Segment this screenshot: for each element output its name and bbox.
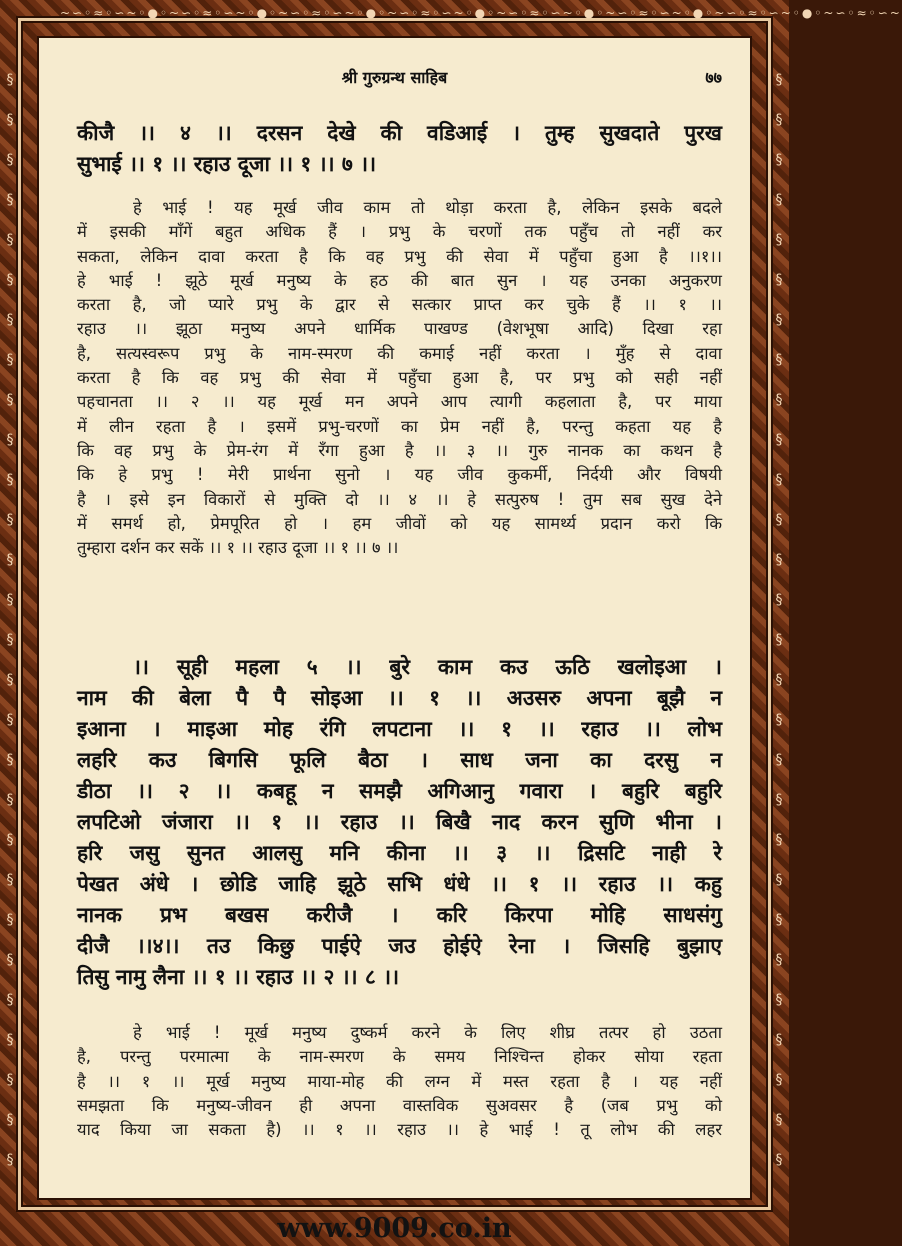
translation-line: करता है, जो प्यारे प्रभु के द्वार से सत्कार प्राप्त कर चुके हैं ।। १ ।। bbox=[77, 295, 722, 315]
translation-line: तुम्हारा दर्शन कर सकें ।। १ ।। रहाउ दूजा ।। १ ।। ७ ।। bbox=[77, 538, 399, 558]
ornament-right: § § § § § § § § § § § § § § § § § § § § § § § § § § § § bbox=[775, 72, 783, 1168]
page-number: ७७ bbox=[705, 68, 722, 87]
gurbani-line: तिसु नामु लैना ।। १ ।। रहाउ ।। २ ।। ८ ।। bbox=[77, 965, 400, 989]
translation-line: है, सत्यस्वरूप प्रभु के नाम-स्मरण की कमाई नहीं करता । मुँह से दावा bbox=[77, 343, 722, 363]
gurbani-block-2 bbox=[77, 652, 722, 993]
footer-site-url: www.9009.co.in bbox=[277, 1213, 512, 1244]
ornament-left: § § § § § § § § § § § § § § § § § § § § § § § § § § § § bbox=[6, 72, 14, 1168]
translation-line: हे भाई ! झूठे मूर्ख मनुष्य के हठ की बात सुन । यह उनका अनुकरण bbox=[77, 270, 722, 290]
translation-line: है, परन्तु परमात्मा के नाम-स्मरण के समय निश्चिन्त होकर सोया रहता bbox=[77, 1047, 722, 1067]
gurbani-line: नानक प्रभ बखस करीजै । करि किरपा मोहि साधसंगु bbox=[77, 903, 722, 927]
gurbani-line: नाम की बेला पै पै सोइआ ।। १ ।। अउसरु अपना बूझै न bbox=[77, 686, 722, 710]
translation-line: है । इसे इन विकारों से मुक्ति दो ।। ४ ।। हे सत्पुरुष ! तुम सब सुख देने bbox=[77, 489, 722, 509]
gurbani-block-1 bbox=[77, 118, 722, 180]
translation-line: करता है कि वह प्रभु की सेवा में पहुँचा हुआ है, पर प्रभु को सही नहीं bbox=[77, 368, 722, 388]
translation-line: में समर्थ हो, प्रेमपूरित हो । हम जीवों को यह सामर्थ्य प्रदान करो कि bbox=[77, 513, 722, 533]
gurbani-line: इआना । माइआ मोह रंगि लपटाना ।। १ ।। रहाउ ।। लोभ bbox=[77, 717, 722, 741]
translation-line: कि हे प्रभु ! मेरी प्रार्थना सुनो । यह जीव कुकर्मी, निर्दयी और विषयी bbox=[77, 465, 722, 485]
translation-line: समझता कि मनुष्य-जीवन ही अपना वास्तविक सुअवसर है (जब प्रभु को bbox=[77, 1095, 722, 1115]
translation-line: कि वह प्रभु के प्रेम-रंग में रँगा हुआ है ।। ३ ।। गुरु नानक का कथन है bbox=[77, 440, 722, 460]
gurbani-line: कीजै ।। ४ ।। दरसन देखे की वडिआई । तुम्ह सुखदाते पुरख bbox=[77, 121, 722, 145]
translation-line: रहाउ ।। झूठा मनुष्य अपने धार्मिक पाखण्ड (वेशभूषा आदि) दिखा रहा bbox=[77, 319, 722, 339]
translation-line: में लीन रहता है । इसमें प्रभु-चरणों का प्रेम नहीं है, परन्तु कहता यह है bbox=[77, 416, 722, 436]
translation-line: हे भाई ! यह मूर्ख जीव काम तो थोड़ा करता है, लेकिन इसके बदले bbox=[133, 198, 722, 217]
translation-line: है ।। १ ।। मूर्ख मनुष्य माया-मोह की लग्न में मस्त रहता है । यह नहीं bbox=[77, 1071, 722, 1091]
gurbani-line: डीठा ।। २ ।। कबहू न समझै अगिआनु गवारा । बहुरि बहुरि bbox=[77, 779, 722, 803]
translation-line: हे भाई ! मूर्ख मनुष्य दुष्कर्म करने के लिए शीघ्र तत्पर हो उठता bbox=[133, 1023, 722, 1042]
translation-block-2 bbox=[77, 1021, 722, 1142]
gurbani-line: सुभाई ।। १ ।। रहाउ दूजा ।। १ ।। ७ ।। bbox=[77, 152, 377, 176]
translation-line: पहचानता ।। २ ।। यह मूर्ख मन अपने आप त्यागी कहलाता है, पर माया bbox=[77, 392, 722, 412]
gurbani-line: लपटिओ जंजारा ।। १ ।। रहाउ ।। बिखै नाद करन सुणि भीना । bbox=[77, 810, 722, 834]
scripture-page bbox=[37, 36, 752, 1200]
page-title: श्री गुरुग्रन्थ साहिब bbox=[341, 68, 448, 87]
translation-line: सकता, लेकिन दावा करता है कि वह प्रभु की सेवा में पहुँचा हुआ है ।।१।। bbox=[77, 246, 722, 266]
gurbani-line: ।। सूही महला ५ ।। बुरे काम कउ ऊठि खलोइआ । bbox=[133, 655, 722, 679]
translation-block-1 bbox=[77, 196, 722, 560]
gurbani-line: हरि जसु सुनत आलसु मनि कीना ।। ३ ।। द्रिसटि नाही रे bbox=[77, 841, 722, 865]
gurbani-line: लहरि कउ बिगसि फूलि बैठा । साध जना का दरसु न bbox=[77, 748, 722, 772]
ornament-top: ~∽◦≈◦∽~◦●◦~∽◦≈◦∽~◦●◦~∽◦≈◦∽~◦●◦~∽◦≈◦∽~◦●◦~∽◦≈◦∽~◦●◦~∽◦≈◦∽~◦●◦~∽◦≈◦∽~◦●◦~∽◦≈◦∽~ bbox=[60, 6, 902, 20]
gurbani-line: पेखत अंधे । छोडि जाहि झूठे सभि धंधे ।। १ ।। रहाउ ।। कहु bbox=[77, 872, 722, 896]
gurbani-line: दीजै ।।४।। तउ किछु पाईऐ जउ होईऐ रेना । जिसहि बुझाए bbox=[77, 934, 722, 958]
translation-line: याद किया जा सकता है) ।। १ ।। रहाउ ।। हे भाई ! तू लोभ की लहर bbox=[77, 1120, 722, 1140]
page-header bbox=[39, 66, 750, 96]
translation-line: में इसकी माँगें बहुत अधिक हैं । प्रभु के चरणों तक पहुँच तो नहीं कर bbox=[77, 222, 722, 242]
